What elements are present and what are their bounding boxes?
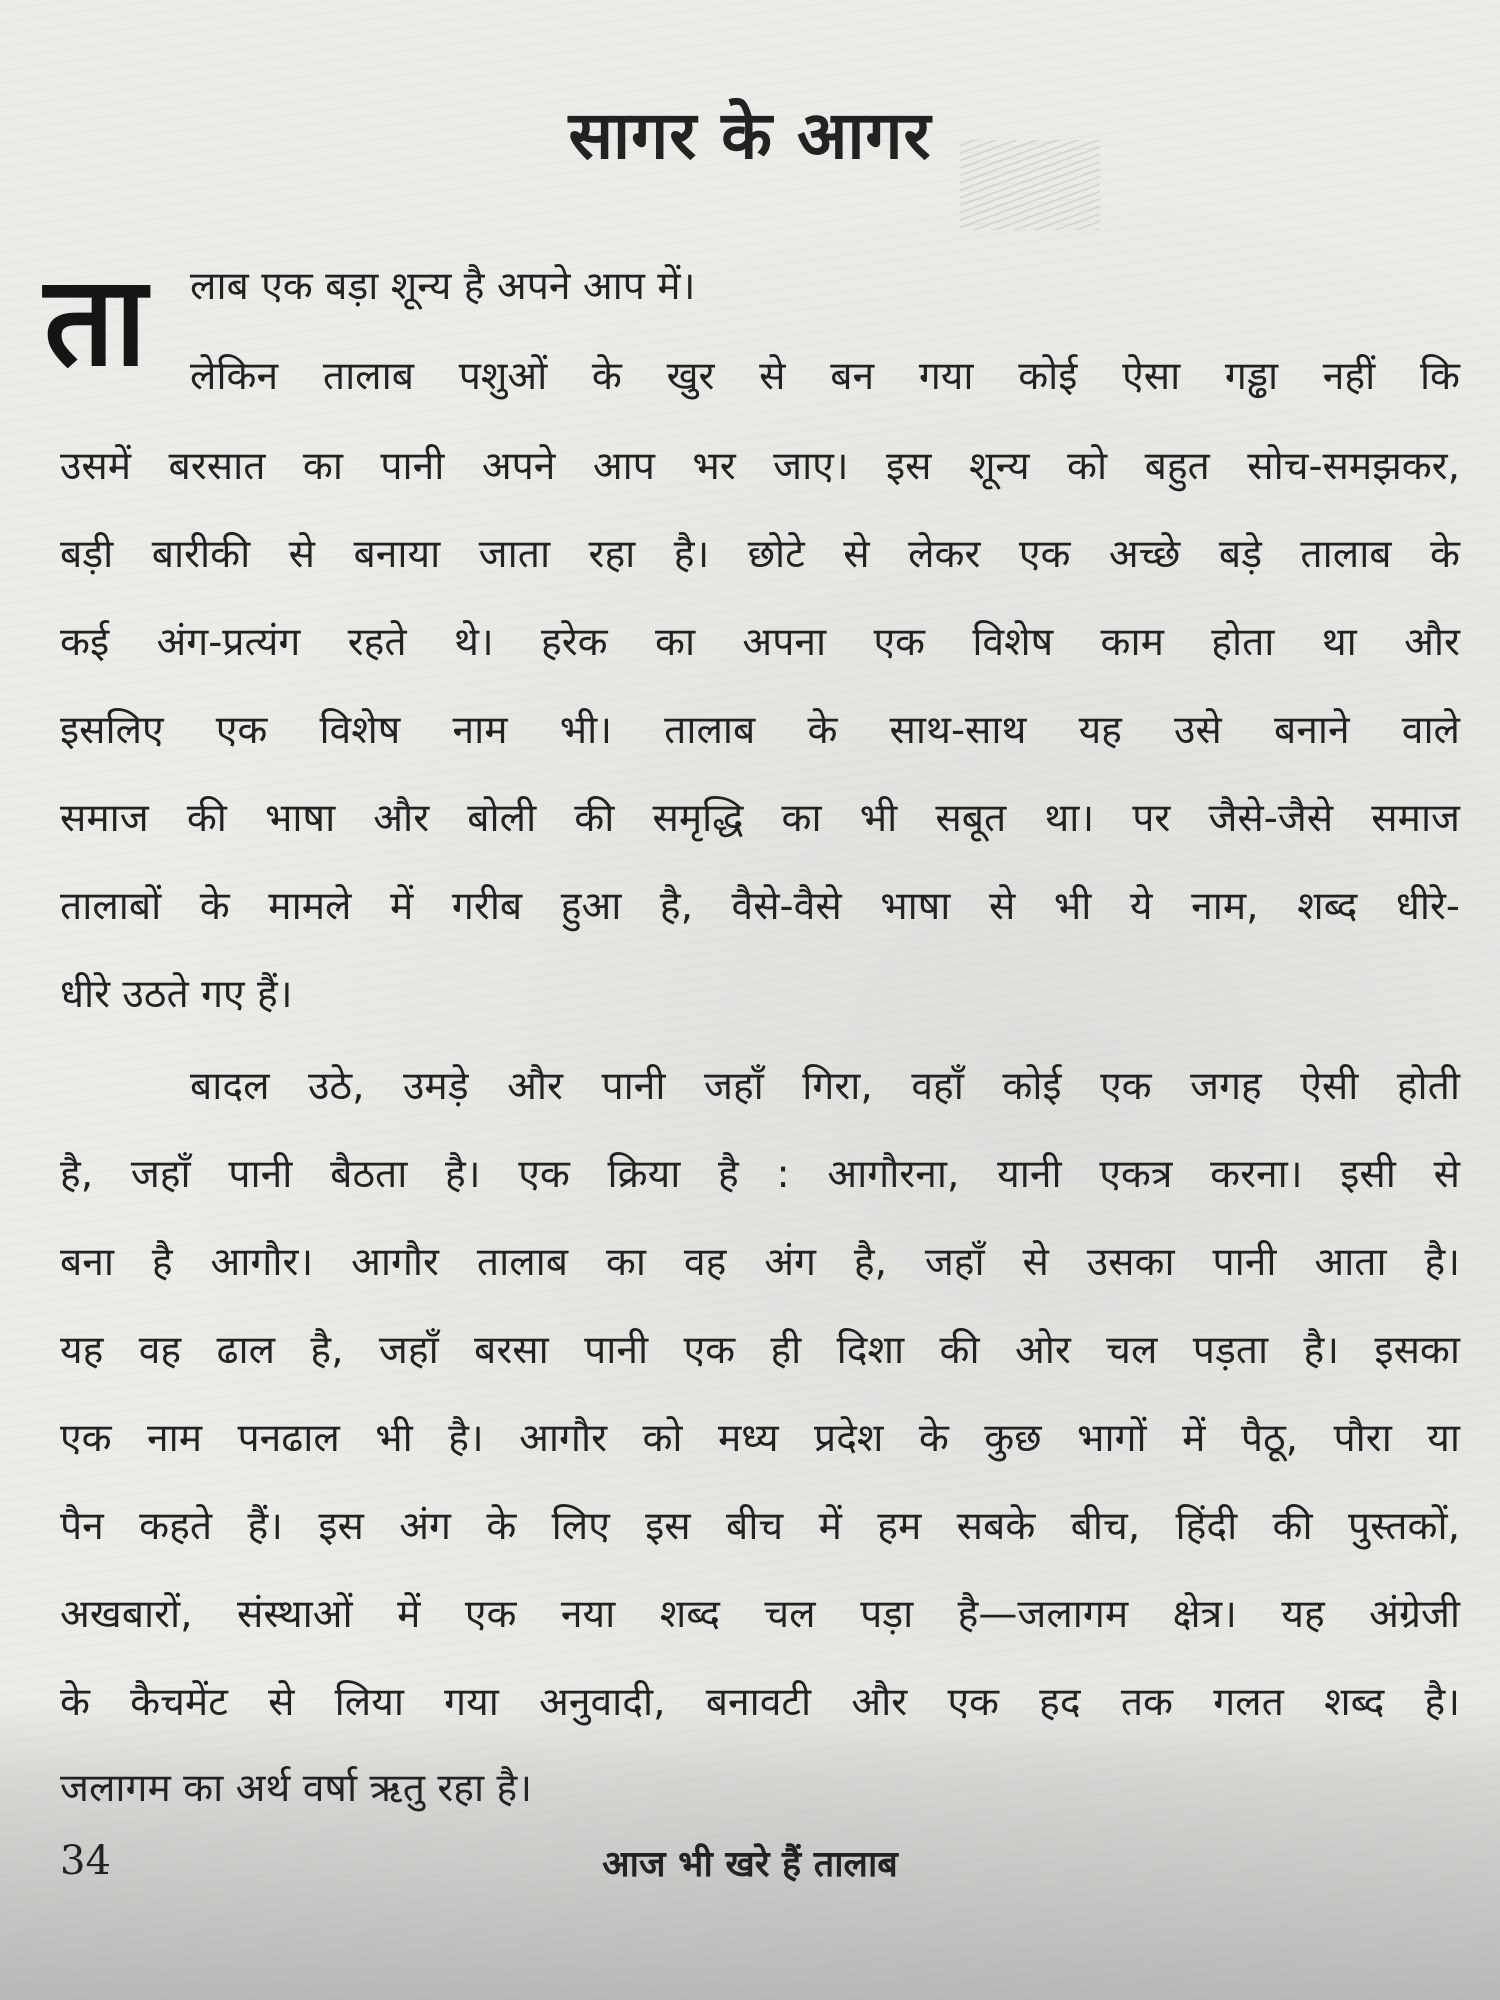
paragraph-line: उसमें बरसात का पानी अपने आप भर जाए। इस शून्य को बहुत सोच-समझकर,: [60, 444, 1460, 489]
paragraph-line: बड़ी बारीकी से बनाया जाता रहा है। छोटे से लेकर एक अच्छे बड़े तालाब के: [60, 532, 1460, 577]
running-footer-book-title: आज भी खरे हैं तालाब: [602, 1844, 898, 1885]
paragraph-line: बादल उठे, उमड़े और पानी जहाँ गिरा, वहाँ कोई एक जगह ऐसी होती: [190, 1064, 1460, 1109]
paragraph-line: लाब एक बड़ा शून्य है अपने आप में।: [190, 264, 696, 309]
paragraph-line: बना है आगौर। आगौर तालाब का वह अंग है, जहाँ से उसका पानी आता है।: [60, 1240, 1460, 1285]
paragraph-line: के कैचमेंट से लिया गया अनुवादी, बनावटी और एक हद तक गलत शब्द है।: [60, 1680, 1460, 1725]
paragraph-line: समाज की भाषा और बोली की समृद्धि का भी सबूत था। पर जैसे-जैसे समाज: [60, 796, 1460, 841]
paragraph-line: है, जहाँ पानी बैठता है। एक क्रिया है : आगौरना, यानी एकत्र करना। इसी से: [60, 1152, 1460, 1197]
chapter-title: सागर के आगर: [568, 97, 932, 174]
paragraph-line: पैन कहते हैं। इस अंग के लिए इस बीच में हम सबके बीच, हिंदी की पुस्तकों,: [60, 1504, 1460, 1549]
paragraph-line: लेकिन तालाब पशुओं के खुर से बन गया कोई ऐसा गड्ढा नहीं कि: [190, 354, 1460, 399]
page-number: 34: [60, 1838, 111, 1884]
paragraph-line: यह वह ढाल है, जहाँ बरसा पानी एक ही दिशा की ओर चल पड़ता है। इसका: [60, 1328, 1460, 1373]
drop-cap: ता: [44, 250, 147, 394]
paragraph-line: तालाबों के मामले में गरीब हुआ है, वैसे-वैसे भाषा से भी ये नाम, शब्द धीरे-: [60, 884, 1460, 929]
paragraph-line: कई अंग-प्रत्यंग रहते थे। हरेक का अपना एक विशेष काम होता था और: [60, 620, 1460, 665]
paragraph-line: जलागम का अर्थ वर्षा ऋतु रहा है।: [60, 1766, 532, 1811]
paragraph-line: अखबारों, संस्थाओं में एक नया शब्द चल पड़ा है—जलागम क्षेत्र। यह अंग्रेजी: [60, 1592, 1460, 1637]
paragraph-line: इसलिए एक विशेष नाम भी। तालाब के साथ-साथ यह उसे बनाने वाले: [60, 708, 1460, 753]
paragraph-line: एक नाम पनढाल भी है। आगौर को मध्य प्रदेश के कुछ भागों में पैठू, पौरा या: [60, 1416, 1460, 1461]
paragraph-line: धीरे उठते गए हैं।: [60, 972, 293, 1017]
